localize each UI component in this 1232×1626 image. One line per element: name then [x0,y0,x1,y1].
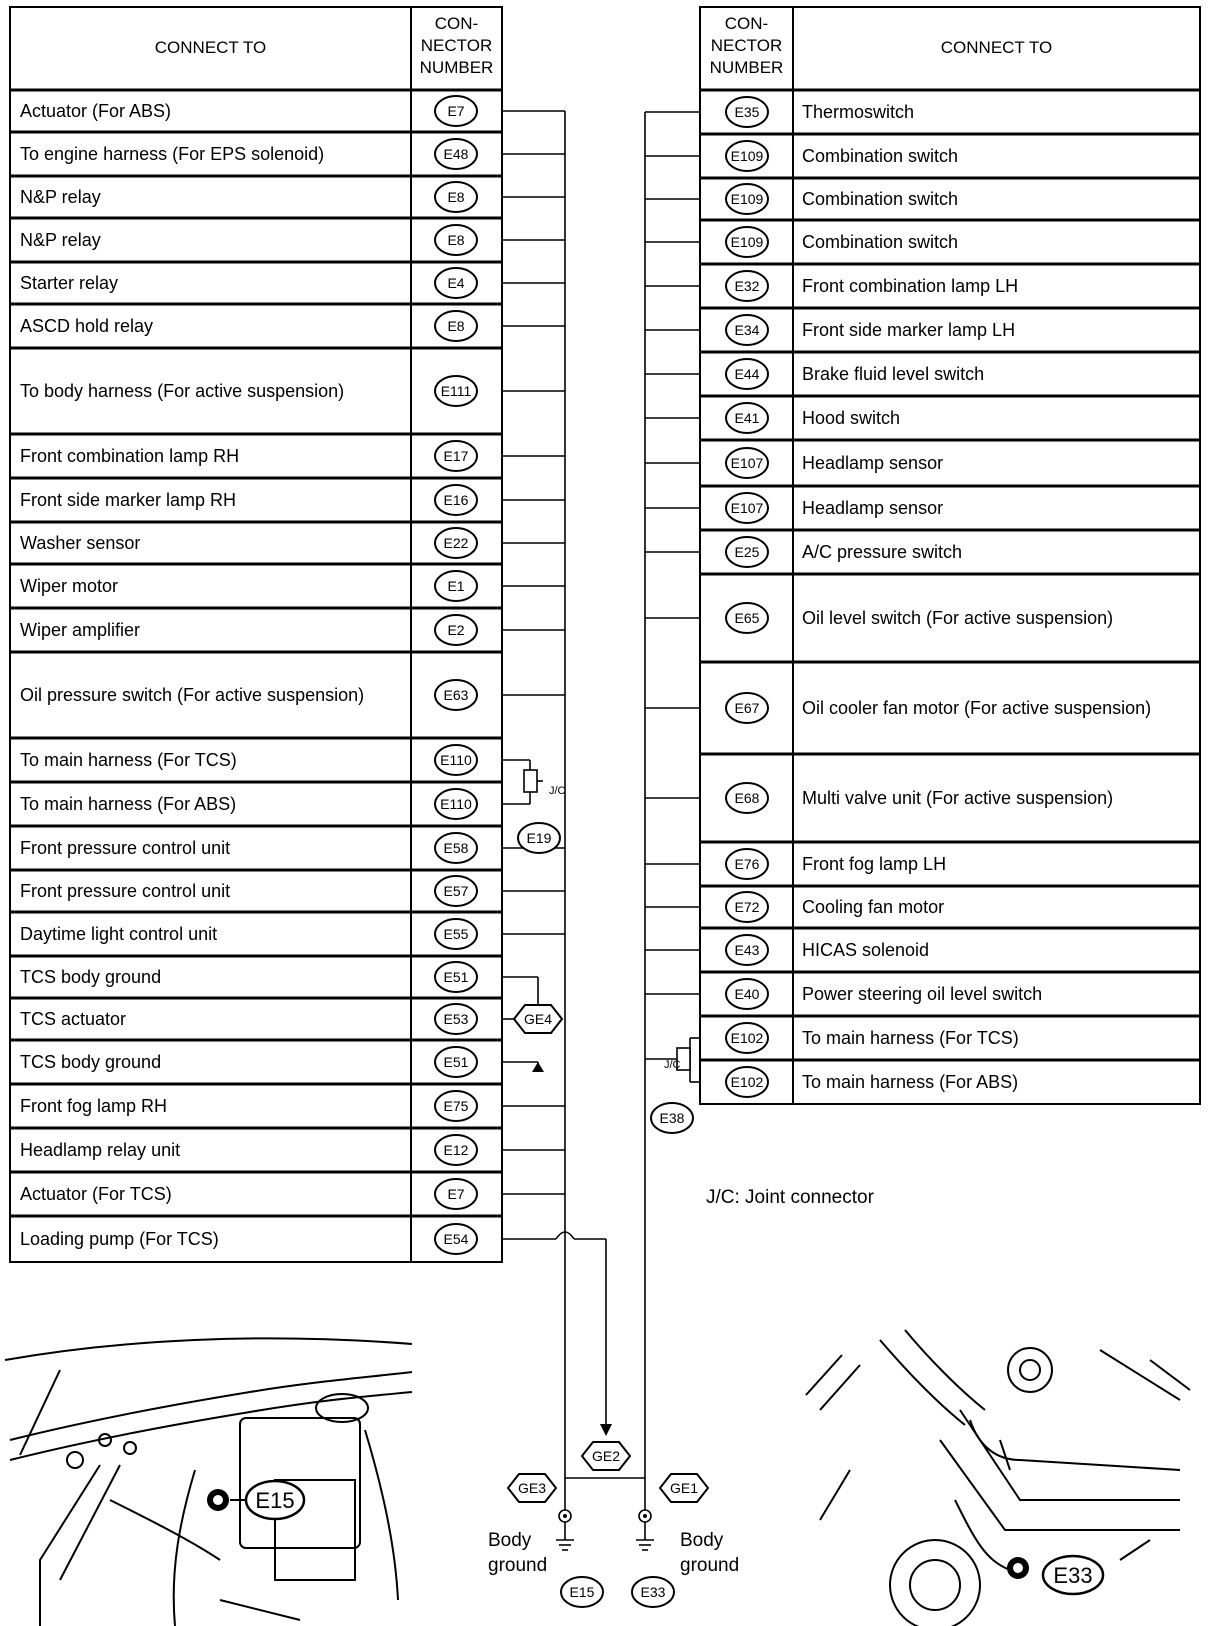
left-row-connector-text: E1 [447,578,465,594]
left-row-label: Wiper motor [20,576,119,596]
left-table-row [20,1004,477,1034]
right-callout-text: E33 [1053,1563,1093,1588]
left-table-row [20,962,477,992]
ge1-ground-symbol-text: GE1 [669,1480,699,1496]
right-row-label: Power steering oil level switch [802,984,1043,1004]
left-row-label: To main harness (For TCS) [20,750,237,770]
left-ground-connector-text: E15 [569,1584,595,1600]
right-table-row [726,783,1113,813]
right-row-connector [726,359,768,389]
right-row-label: Front combination lamp LH [802,276,1019,296]
left-row-connector-text: E16 [443,492,469,508]
left-row-label: ASCD hold relay [20,316,154,336]
left-row-label: Wiper amplifier [20,620,141,640]
left-callout-text: E15 [255,1488,295,1513]
left-row-connector [435,1047,477,1077]
right-row-connector [726,448,768,478]
left-table-row [20,528,477,558]
left-row-label: N&P relay [20,230,101,250]
joint-connector-legend: J/C: Joint connector [706,1187,874,1208]
left-row-connector [435,1135,477,1165]
right-table-row [726,271,1018,301]
engine-bay-right-illustration [806,1330,1190,1626]
left-table-row [20,1179,477,1209]
left-row-connector-text: E58 [443,840,469,856]
right-row-label: Oil level switch (For active suspension) [802,608,1114,628]
right-row-label: Combination switch [802,232,959,252]
left-row-label: Loading pump (For TCS) [20,1229,219,1249]
right-row-label: Combination switch [802,189,959,209]
left-illustration-callout [246,1481,304,1519]
left-body-ground-label-2: ground [488,1555,548,1576]
left-row-connector [435,485,477,515]
left-table-row [20,789,477,819]
left-row-label: Actuator (For TCS) [20,1184,172,1204]
left-row-connector [435,441,477,471]
left-table-row [20,441,477,471]
left-row-label: Front fog lamp RH [20,1096,168,1116]
left-row-connector-text: E51 [443,1054,469,1070]
right-row-label: Multi valve unit (For active suspension) [802,788,1114,808]
left-row-connector [435,1224,477,1254]
left-table-row [20,876,477,906]
right-jc-label: J/C [664,1059,681,1071]
ge2-ground-symbol [582,1442,630,1470]
left-row-label: Starter relay [20,273,119,293]
left-row-connector-text: E75 [443,1098,469,1114]
left-row-connector [435,745,477,775]
right-row-connector-text: E68 [734,790,760,806]
ge1-ground-symbol [660,1474,708,1502]
right-row-connector-text: E65 [734,610,760,626]
left-row-label: Front pressure control unit [20,838,231,858]
ge3-ground-symbol [508,1474,556,1502]
right-table-row [726,315,1015,345]
right-table-row [726,493,943,523]
right-header-connector-number: CON- [724,14,769,33]
right-table-row [726,979,1042,1009]
ground-wiring [502,111,708,1607]
right-row-label: Oil cooler fan motor (For active suspension) [802,698,1152,718]
left-row-connector-text: E111 [440,383,472,399]
left-row-connector [435,571,477,601]
right-ground-connector-text: E33 [640,1584,666,1600]
right-row-label: Brake fluid level switch [802,364,985,384]
right-row-connector-text: E67 [734,700,760,716]
right-row-connector [726,849,768,879]
left-row-connector [435,680,477,710]
left-row-connector [435,528,477,558]
left-row-connector-text: E57 [443,883,469,899]
right-row-connector-text: E109 [730,191,764,207]
right-table-row [726,603,1113,633]
left-row-connector-text: E110 [440,752,472,768]
left-row-connector [435,615,477,645]
left-table-row [20,96,477,126]
right-row-connector [726,892,768,922]
right-table-row [726,184,958,214]
right-row-connector [726,693,768,723]
left-row-label: TCS body ground [20,967,162,987]
left-row-label: To main harness (For ABS) [20,794,237,814]
right-row-connector [726,783,768,813]
left-table-row [20,1135,477,1165]
left-table-row [20,1224,477,1254]
right-header-connector-number: NECTOR [710,36,783,55]
right-table-row [726,448,943,478]
right-row-connector [726,493,768,523]
left-table-row [20,615,477,645]
right-row-connector [726,979,768,1009]
left-body-ground-icon [556,1478,574,1550]
right-jc-connector [651,1103,693,1133]
left-table-row [20,833,477,863]
left-table-row [20,311,477,341]
left-row-connector-text: E53 [443,1011,469,1027]
right-table-row [726,403,900,433]
right-row-label: A/C pressure switch [802,542,963,562]
left-row-connector-text: E12 [443,1142,469,1158]
right-jc-connector-text: E38 [659,1110,685,1126]
right-row-connector-text: E25 [734,544,760,560]
left-table-row [20,680,477,710]
left-ground-connector [561,1577,603,1607]
left-body-ground-label-1: Body [488,1530,532,1551]
left-table-row [20,225,477,255]
right-row-connector [726,227,768,257]
right-table-row [726,892,944,922]
right-table-row [726,693,1151,723]
right-row-connector [726,403,768,433]
left-row-label: Front pressure control unit [20,881,231,901]
left-connector-table [10,7,502,1262]
right-row-connector-text: E107 [730,455,764,471]
left-jc-connector [518,823,560,853]
right-row-connector-text: E102 [730,1030,764,1046]
right-table-row [726,935,929,965]
left-row-connector-text: E2 [447,622,465,638]
left-row-label: TCS body ground [20,1052,162,1072]
right-row-connector-text: E41 [734,410,760,426]
left-row-connector-text: E17 [443,448,469,464]
left-header-connector-number: NUMBER [419,58,494,77]
ge2-ground-symbol-text: GE2 [591,1448,621,1464]
left-row-connector-text: E51 [443,969,469,985]
left-row-connector-text: E110 [440,796,472,812]
left-header-connect-to: CONNECT TO [154,38,267,57]
right-body-ground-label-2: ground [680,1555,740,1576]
right-row-connector [726,141,768,171]
left-row-connector [435,182,477,212]
right-row-label: To main harness (For TCS) [802,1028,1019,1048]
left-table-row [20,745,477,775]
right-table-row [726,97,914,127]
right-table-row [726,1067,1018,1097]
left-row-connector-text: E8 [447,318,465,334]
left-jc-connector-text: E19 [526,830,552,846]
right-row-label: HICAS solenoid [802,940,930,960]
right-row-connector [726,1067,768,1097]
left-table-row [20,268,477,298]
left-row-label: Front side marker lamp RH [20,490,237,510]
left-row-connector-text: E63 [443,687,469,703]
right-row-label: Cooling fan motor [802,897,945,917]
left-table-row [20,182,477,212]
left-row-connector [435,311,477,341]
right-header-connector-number: NUMBER [709,58,784,77]
right-row-connector-text: E107 [730,500,764,516]
right-row-connector-text: E34 [734,322,760,338]
left-table-row [20,485,477,515]
left-row-connector [435,96,477,126]
ge4-ground-symbol-text: GE4 [523,1011,553,1027]
left-row-connector-text: E22 [443,535,469,551]
right-row-connector-text: E32 [734,278,760,294]
left-row-connector [435,789,477,819]
left-ground-bolt-icon [207,1489,250,1511]
right-row-connector-text: E102 [730,1074,764,1090]
left-row-connector [435,876,477,906]
right-table-row [726,537,962,567]
left-row-connector [435,376,477,406]
right-body-ground-label-1: Body [680,1530,724,1551]
right-row-connector-text: E35 [734,104,760,120]
right-ground-connector [632,1577,674,1607]
left-row-label: Front combination lamp RH [20,446,240,466]
right-row-label: To main harness (For ABS) [802,1072,1019,1092]
right-row-label: Hood switch [802,408,901,428]
right-row-connector [726,97,768,127]
ge3-ground-symbol-text: GE3 [517,1480,547,1496]
right-body-ground-icon [636,1478,654,1550]
left-row-label: To body harness (For active suspension) [20,381,345,401]
left-jc-label: J/C [549,785,566,797]
left-table-row [20,376,477,406]
left-row-connector [435,833,477,863]
right-row-connector-text: E109 [730,148,764,164]
right-row-connector [726,315,768,345]
left-row-connector [435,268,477,298]
left-row-connector-text: E4 [447,275,465,291]
right-row-label: Combination switch [802,146,959,166]
left-row-connector [435,919,477,949]
right-row-connector-text: E43 [734,942,760,958]
left-row-connector-text: E8 [447,189,465,205]
left-row-connector-text: E54 [443,1231,469,1247]
left-row-connector [435,1091,477,1121]
right-row-connector-text: E76 [734,856,760,872]
right-table-row [726,141,958,171]
left-row-connector [435,139,477,169]
left-row-label: Oil pressure switch (For active suspension) [20,685,365,705]
right-table-row [726,849,946,879]
right-table-row [726,1023,1019,1053]
left-table-row [20,571,477,601]
left-row-label: Headlamp relay unit [20,1140,181,1160]
right-row-connector-text: E44 [734,366,760,382]
left-row-label: To engine harness (For EPS solenoid) [20,144,325,164]
right-connector-table [700,7,1200,1104]
left-table-row [20,1047,477,1077]
right-row-connector [726,537,768,567]
left-row-connector-text: E7 [447,103,465,119]
engine-bay-left-illustration [5,1338,412,1626]
right-row-connector [726,271,768,301]
right-row-label: Front side marker lamp LH [802,320,1016,340]
right-header-connect-to: CONNECT TO [940,38,1053,57]
left-row-connector-text: E55 [443,926,469,942]
left-header-connector-number: NECTOR [420,36,493,55]
left-row-connector-text: E48 [443,146,469,162]
right-row-label: Headlamp sensor [802,453,944,473]
left-row-connector [435,962,477,992]
left-row-label: Actuator (For ABS) [20,101,172,121]
right-row-connector-text: E109 [730,234,764,250]
right-table-row [726,227,958,257]
left-row-label: Washer sensor [20,533,141,553]
left-table-row [20,1091,477,1121]
left-row-label: TCS actuator [20,1009,127,1029]
left-row-connector [435,225,477,255]
right-row-label: Headlamp sensor [802,498,944,518]
right-row-connector [726,1023,768,1053]
right-table-row [726,359,984,389]
ge4-ground-symbol [514,1005,562,1033]
right-row-label: Thermoswitch [802,102,915,122]
right-row-connector [726,603,768,633]
left-row-label: N&P relay [20,187,101,207]
left-table-row [20,919,477,949]
right-row-connector-text: E40 [734,986,760,1002]
left-row-connector-text: E7 [447,1186,465,1202]
left-row-label: Daytime light control unit [20,924,218,944]
left-row-connector [435,1179,477,1209]
right-row-connector [726,935,768,965]
right-row-label: Front fog lamp LH [802,854,947,874]
right-illustration-callout [1043,1556,1103,1594]
right-ground-bolt-icon [1007,1557,1029,1579]
right-row-connector [726,184,768,214]
left-row-connector-text: E8 [447,232,465,248]
left-header-connector-number: CON- [434,14,479,33]
right-row-connector-text: E72 [734,899,760,915]
left-table-row [20,139,477,169]
left-row-connector [435,1004,477,1034]
